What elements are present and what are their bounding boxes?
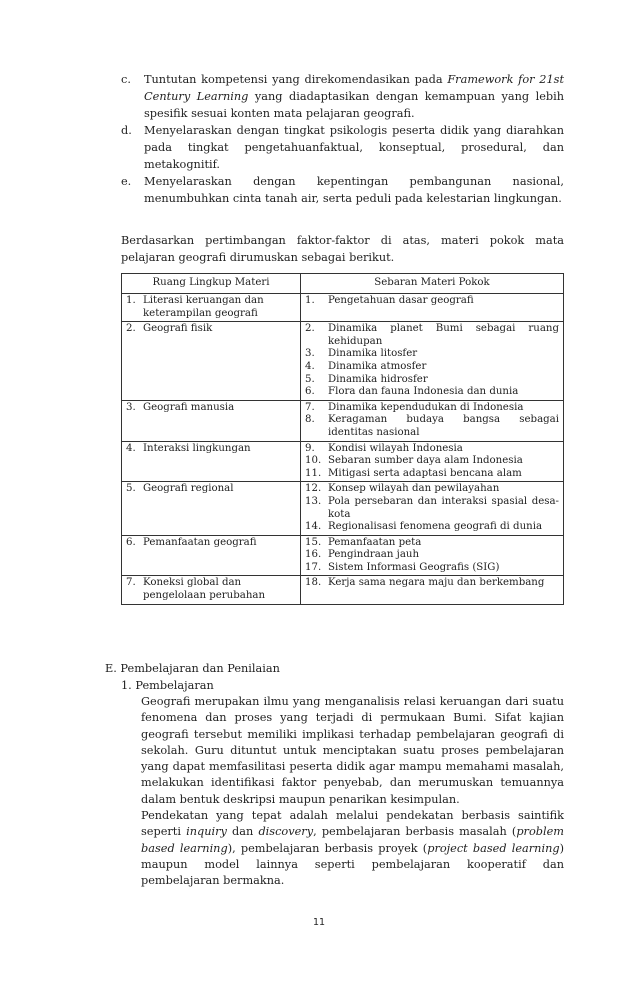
list-marker: d. [121,124,132,137]
header-materi: Sebaran Materi Pokok [301,274,564,294]
materi-number: 8. [305,414,315,426]
materi-number: 1. [305,295,315,306]
scope-text: Geografi regional [143,483,234,495]
scope-number: 3. [126,401,136,413]
materi-text: Pola persebaran dan interaksi spasial desa-kota [328,495,559,520]
materi-text: Dinamika atmosfer [328,360,427,372]
materi-number: 12. [305,483,322,495]
materi-text: Flora dan fauna Indonesia dan dunia [328,386,519,398]
section-body [141,694,564,890]
paragraph-2: Pendekatan yang tepat adalah melalui pendekatan berbasis saintifik seperti inquiry dan discovery, pembelajaran berbasis masalah (problem based learning), pembelajaran berbasis proyek (project based learning) maupun model lainnya seperti pembelajaran kooperatif dan pembelajaran bermakna. [141,809,564,888]
materi-number: 16. [305,549,322,561]
scope-text: Geografi manusia [143,401,235,413]
list-text: Menyelaraskan dengan kepentingan pembangunan nasional, menumbuhkan cinta tanah air, serta peduli pada kelestarian lingkungan. [144,175,564,205]
scope-cell [122,441,301,482]
materi-item [305,374,559,387]
scope-cell [122,294,301,322]
table-row [122,441,564,482]
scope-cell [122,322,301,401]
materi-cell [301,482,564,535]
materi-item [305,483,559,496]
scope-cell [122,482,301,535]
scope-cell [122,576,301,604]
table-header-row [122,274,564,294]
materi-item [305,361,559,374]
scope-text: Koneksi global dan pengelolaan perubahan [143,577,266,602]
scope-cell [122,535,301,576]
materi-text: Dinamika hidrosfer [328,373,428,385]
table-row [122,576,564,604]
materi-item [305,386,559,399]
criteria-list [121,71,564,207]
table-row [122,535,564,576]
materi-number: 14. [305,521,322,533]
materi-item [305,443,559,456]
materi-text: Konsep wilayah dan pewilayahan [328,483,500,495]
materi-item [305,496,559,521]
list-marker: e. [121,175,132,188]
materi-number: 17. [305,561,322,573]
scope-number: 1. [126,295,136,306]
table-row [122,482,564,535]
materi-cell [301,535,564,576]
scope-number: 6. [126,536,136,548]
materi-text: Pengetahuan dasar geografi [328,295,474,306]
materi-text: Sistem Informasi Geografis (SIG) [328,561,500,573]
materi-text: Pengindraan jauh [328,549,420,561]
list-text: Tuntutan kompetensi yang direkomendasikan pada Framework for 21st Century Learning yang diadaptasikan dengan kemampuan yang lebih spesifik sesuai konten mata pelajaran geografi. [144,73,564,120]
materi-text: Kondisi wilayah Indonesia [328,442,463,454]
materi-text: Dinamika planet Bumi sebagai ruang kehidupan [328,323,559,347]
scope-number: 5. [126,483,136,495]
materi-number: 2. [305,323,315,335]
materi-number: 15. [305,536,322,548]
materi-number: 7. [305,401,315,413]
materi-cell [301,441,564,482]
page-number: 11 [312,917,326,928]
scope-text: Interaksi lingkungan [143,442,251,454]
list-item-e [121,173,564,207]
list-text: Menyelaraskan dengan tingkat psikologis peserta didik yang diarahkan pada tingkat pengetahuanfaktual, konseptual, prosedural, dan metakognitif. [144,124,564,171]
table-row [122,294,564,322]
materi-text: Sebaran sumber daya alam Indonesia [328,455,523,467]
materi-item [305,549,559,562]
scope-number: 2. [126,323,136,335]
materi-number: 6. [305,386,315,398]
materi-number: 18. [305,577,322,589]
materi-text: Mitigasi serta adaptasi bencana alam [328,467,522,479]
table-row [122,400,564,441]
materi-number: 10. [305,455,322,467]
materi-cell [301,322,564,401]
materi-table [121,273,564,605]
materi-item [305,323,559,348]
materi-cell [301,576,564,604]
intro-paragraph: Berdasarkan pertimbangan faktor-faktor di atas, materi pokok mata pelajaran geografi dirumuskan sebagai berikut. [121,234,564,264]
list-marker: c. [121,73,131,86]
materi-item [305,468,559,481]
materi-number: 3. [305,348,315,360]
materi-item [305,414,559,439]
materi-text: Keragaman budaya bangsa sebagai identitas nasional [328,414,559,438]
materi-item [305,402,559,415]
scope-text: Pemanfaatan geografi [143,536,257,548]
materi-number: 13. [305,495,322,507]
scope-text: Literasi keruangan dan keterampilan geografi [143,295,264,319]
materi-number: 4. [305,360,315,372]
materi-cell [301,400,564,441]
list-item-d [121,122,564,173]
materi-item [305,537,559,550]
materi-item [305,455,559,468]
sub-heading: 1. Pembelajaran [121,679,214,692]
header-scope: Ruang Lingkup Materi [122,274,301,294]
materi-text: Dinamika kependudukan di Indonesia [328,401,524,413]
scope-cell [122,400,301,441]
materi-text: Pemanfaatan peta [328,536,422,548]
materi-item [305,295,559,308]
table-row [122,322,564,401]
materi-number: 11. [305,467,322,479]
materi-item [305,577,559,590]
materi-cell [301,294,564,322]
scope-number: 7. [126,577,136,589]
materi-item [305,348,559,361]
scope-text: Geografi fisik [143,323,213,335]
list-item-c [121,71,564,122]
materi-text: Regionalisasi fenomena geografi di dunia [328,521,543,533]
section-e-heading: E. Pembelajaran dan Penilaian [105,662,280,675]
materi-text: Kerja sama negara maju dan berkembang [328,577,545,589]
materi-text: Dinamika litosfer [328,348,418,360]
scope-number: 4. [126,442,136,454]
materi-number: 5. [305,373,315,385]
materi-number: 9. [305,442,315,454]
materi-item [305,521,559,534]
materi-item [305,562,559,575]
paragraph-1: Geografi merupakan ilmu yang menganalisis relasi keruangan dari suatu fenomena dan proses yang terjadi di permukaan Bumi. Sifat kajian geografi tersebut memiliki implikasi terhadap pembelajaran geografi di sekolah. Guru dituntut untuk menciptakan suatu proses pembelajaran yang dapat memfasilitasi peserta didik agar mampu memahami masalah, melakukan identifikasi faktor penyebab, dan merumuskan temuannya dalam bentuk deskripsi maupun penarikan kesimpulan. [141,695,564,806]
